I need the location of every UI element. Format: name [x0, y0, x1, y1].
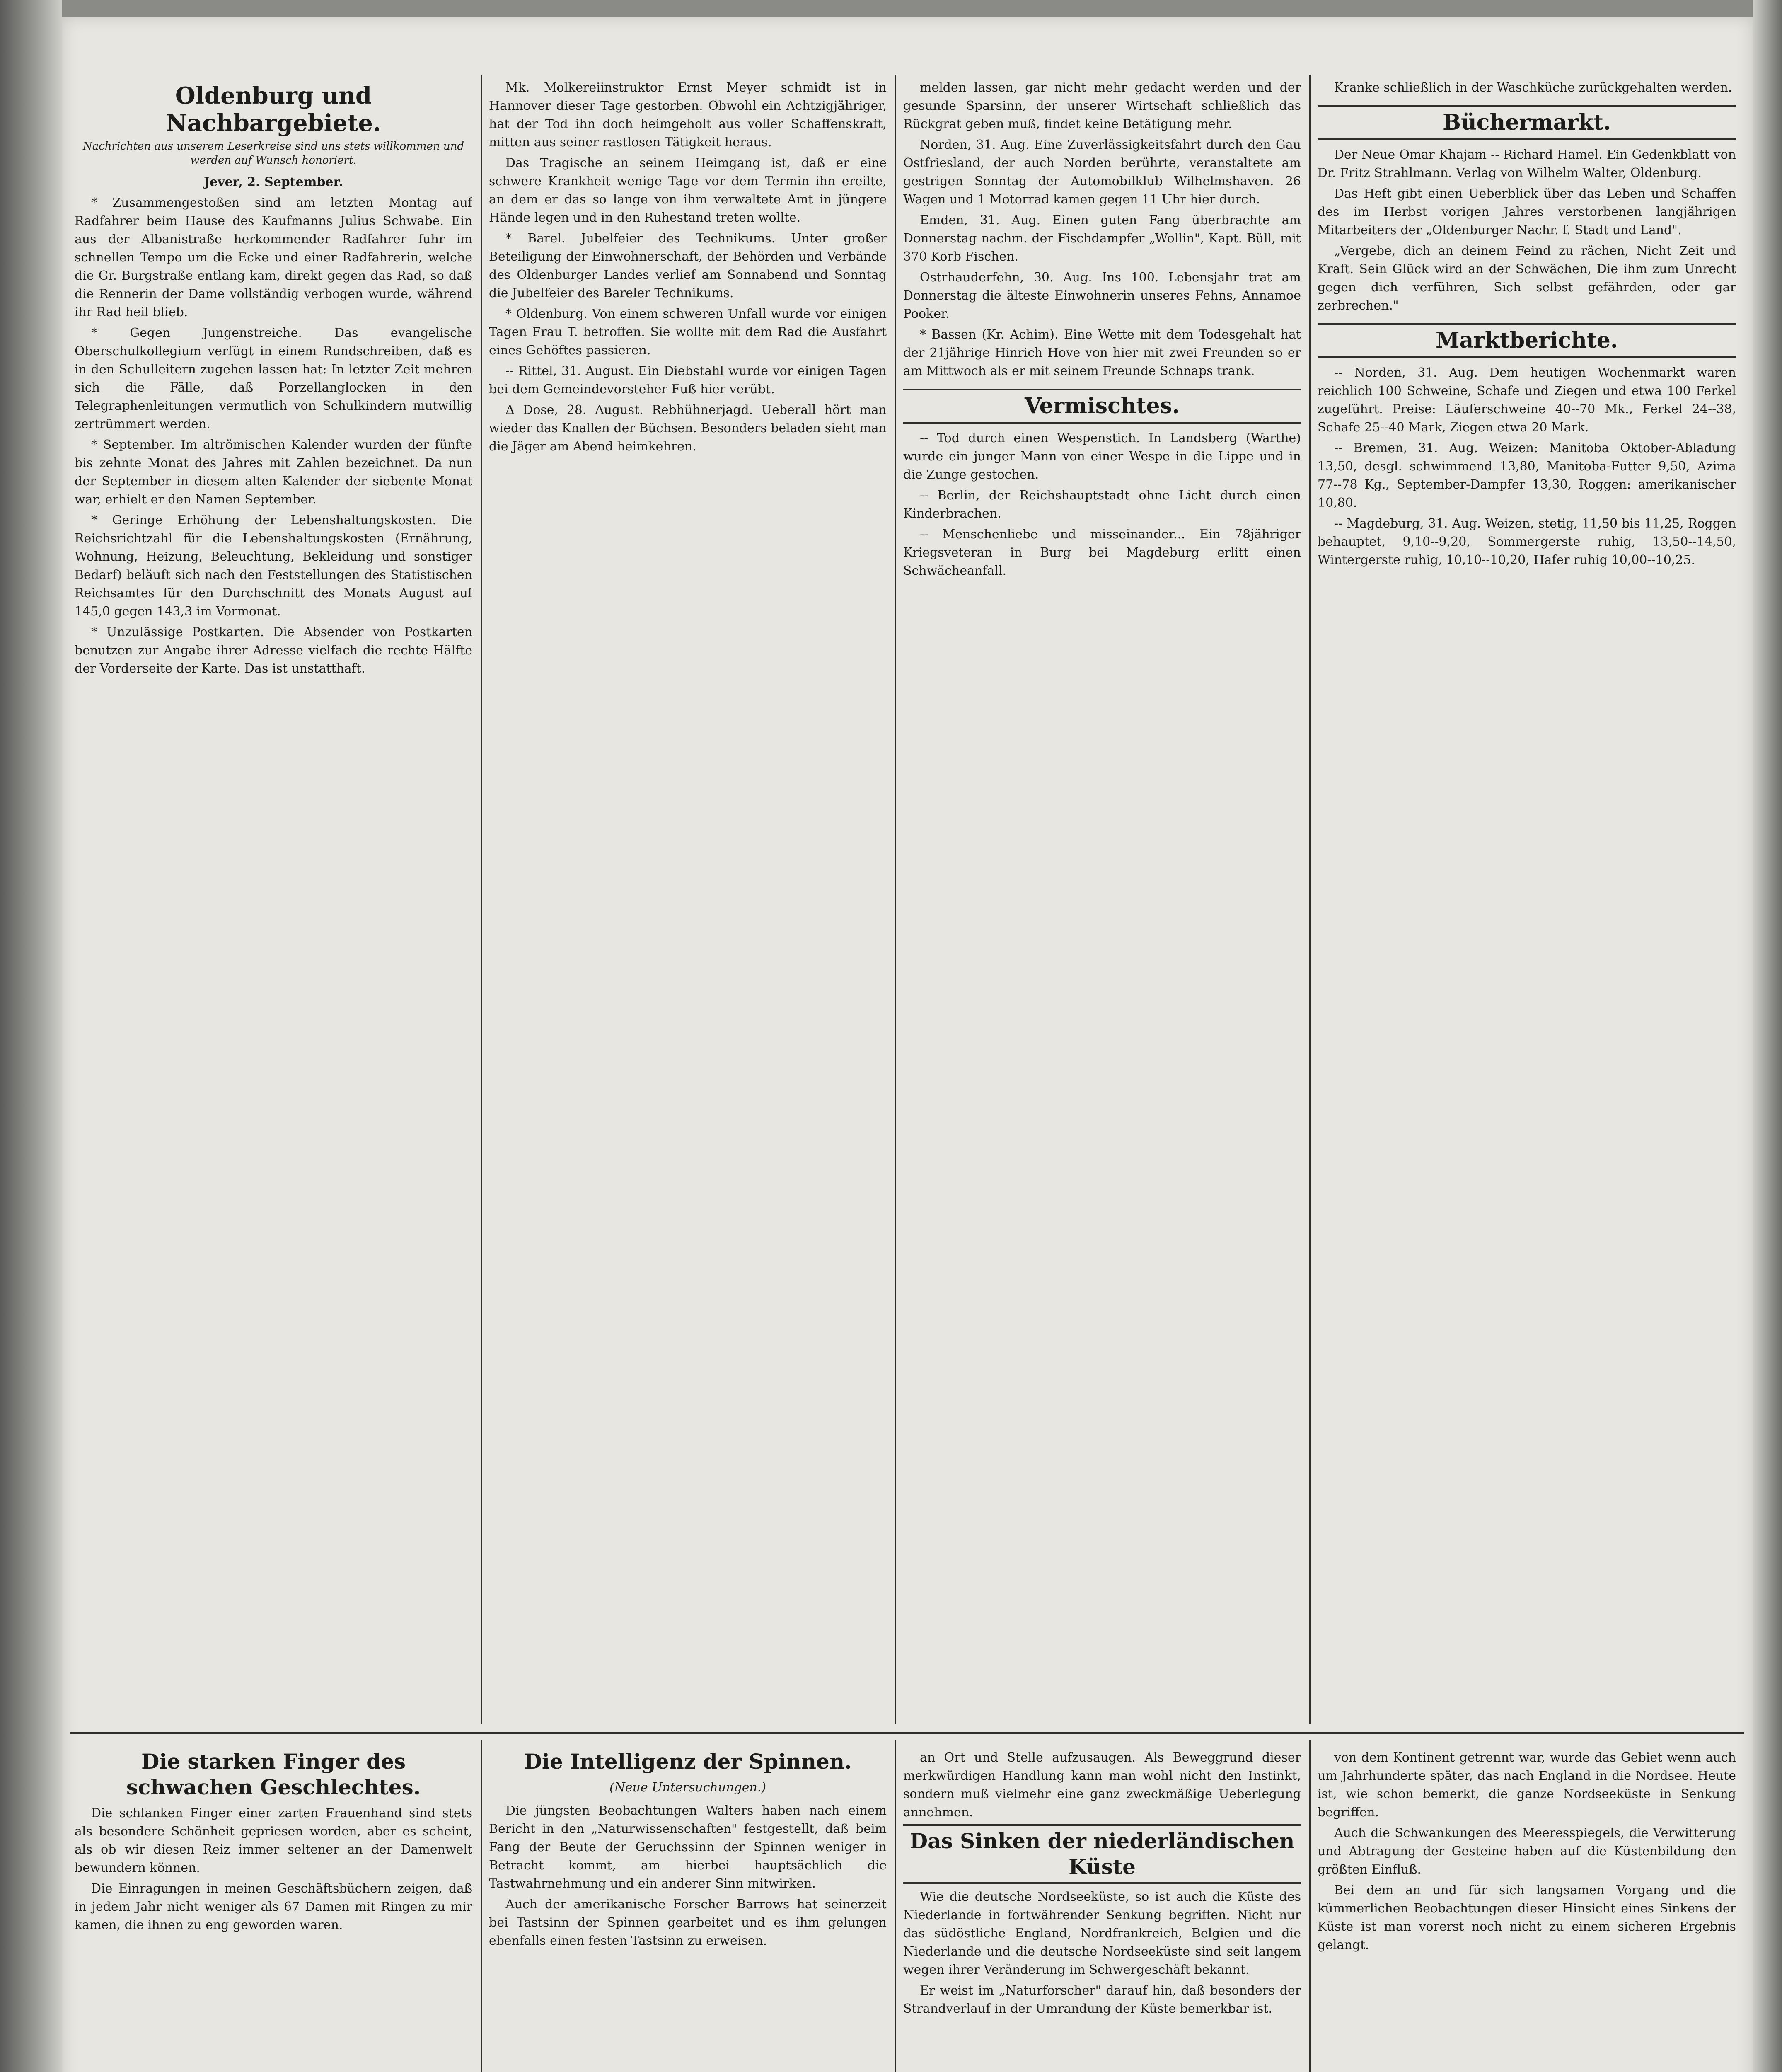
column-regional	[903, 79, 1301, 1724]
column-rule	[895, 1740, 896, 2072]
section-title-oldenburg: Oldenburg und Nachbargebiete.	[166, 82, 381, 137]
article-paragraph: * Barel. Jubelfeier des Technikums. Unter großer Beteiligung der Einwohnerschaft, der Behörden und Verbände des Oldenburger Landes verlief am Sonnabend und Sonntag die Jubelfeier des Bareler Technikums.	[489, 231, 887, 300]
section-title-vermischtes: Vermischtes.	[903, 389, 1301, 424]
article-paragraph: Bei dem an und für sich langsamen Vorgang und die kümmerlichen Beobachtungen dieser Hinsicht eines Sinkens der Küste ist man vorerst noch nicht zu einem sicheren Ergebnis gelangt.	[1318, 1883, 1736, 1952]
column-rule	[481, 75, 482, 1724]
article-paragraph: Die schlanken Finger einer zarten Frauenhand sind stets als besondere Schönheit gepriesen worden, aber es scheint, als ob wir diesen Reiz immer seltener an der Damenwelt bewundern können.	[75, 1806, 472, 1875]
page-edge	[1753, 0, 1782, 2072]
article-paragraph: Emden, 31. Aug. Einen guten Fang überbrachte am Donnerstag nachm. der Fischdampfer „Wollin", Kapt. Büll, mit 370 Korb Fischen.	[903, 213, 1301, 264]
article-paragraph: Δ Dose, 28. August. Rebhühnerjagd. Ueberall hört man wieder das Knallen der Büchsen. Besonders beladen sieht man die Jäger am Abend heimkehren.	[489, 403, 887, 454]
section-rule	[70, 1732, 1744, 1734]
article-paragraph: * Bassen (Kr. Achim). Eine Wette mit dem Todesgehalt hat der 21jährige Hinrich Hove von hier mit zwei Freunden so er am Mittwoch als er mit seinem Freunde Schnaps trank.	[903, 327, 1301, 378]
article-paragraph: Er weist im „Naturforscher" darauf hin, daß besonders der Strandverlauf in der Umrandung der Küste bemerkbar ist.	[903, 1983, 1301, 2016]
article-paragraph: Norden, 31. Aug. Eine Zuverlässigkeitsfahrt durch den Gau Ostfriesland, der auch Norden berührte, veranstaltete am gestrigen Sonntag der Automobilklub Wilhelmshaven. 26 Wagen und 1 Motorrad kamen gegen 11 Uhr hier durch.	[903, 138, 1301, 207]
newspaper-page	[62, 17, 1753, 2072]
article-paragraph: * Unzulässige Postkarten. Die Absender von Postkarten benutzen zur Angabe ihrer Adresse vielfach die rechte Hälfte der Vorderseite der Karte. Das ist unstatthaft.	[75, 625, 472, 676]
column-rule	[895, 75, 896, 1724]
article-paragraph: * Zusammengestoßen sind am letzten Montag auf Radfahrer beim Hause des Kaufmanns Julius Schwabe. Ein aus der Albanistraße herkommender Radfahrer fuhr im schnellen Tempo um die Ecke und einer Radfahrerin, welche die Gr. Burgstraße entlang kam, direkt gegen das Rad, so daß die Rennerin der Dame vollständig verbogen wurde, während ihr Rad heil blieb.	[75, 196, 472, 320]
article-paragraph: * Oldenburg. Von einem schweren Unfall wurde vor einigen Tagen Frau T. betroffen. Sie wollte mit dem Rad die Ausfahrt eines Gehöftes passieren.	[489, 307, 887, 358]
article-paragraph: Die jüngsten Beobachtungen Walters haben nach einem Bericht in den „Naturwissenschaften" festgestellt, daß beim Fang der Beute der Geruchssinn der Spinnen weniger in Betracht kommt, am hierbei hauptsächlich die Tastwahrnehmung und ein anderer Sinn mitwirken.	[489, 1803, 887, 1891]
book-spine	[0, 0, 62, 2072]
article-paragraph: -- Rittel, 31. August. Ein Diebstahl wurde vor einigen Tagen bei dem Gemeindevorsteher Fuß hier verübt.	[489, 364, 887, 397]
article-paragraph: Kranke schließlich in der Waschküche zurückgehalten werden.	[1334, 80, 1732, 95]
article-subtitle: (Neue Untersuchungen.)	[609, 1780, 766, 1795]
article-spinnen	[489, 1749, 887, 2072]
column-books-market	[1318, 79, 1736, 1724]
article-paragraph: Das Tragische an seinem Heimgang ist, daß er eine schwere Krankheit wenige Tage vor dem Termin ihn ereilte, an dem er das so lange von ihm verwaltete Amt in jüngere Hände legen und in den Ruhestand treten wollte.	[489, 156, 887, 225]
article-paragraph: Wie die deutsche Nordseeküste, so ist auch die Küste des Niederlande in fortwährender Senkung begriffen. Nicht nur das südöstliche England, Nordfrankreich, Belgien und die Niederlande und die deutsche Nordseeküste sind seit langem wegen ihrer Veränderung im Schwergeschäft bekannt.	[903, 1890, 1301, 1977]
article-sinken-kueste-cont	[1318, 1749, 1736, 2072]
article-paragraph: -- Magdeburg, 31. Aug. Weizen, stetig, 11,50 bis 11,25, Roggen behauptet, 9,10--9,20, Sommergerste ruhig, 13,50--14,50, Wintergerste ruhig, 10,10--10,20, Hafer ruhig 10,00--10,25.	[1318, 516, 1736, 567]
article-title: Das Sinken der niederländischen Küste	[903, 1824, 1301, 1884]
article-paragraph: -- Menschenliebe und misseinander... Ein 78jähriger Kriegsveteran in Burg bei Magdeburg erlitt einen Schwächeanfall.	[903, 527, 1301, 578]
article-title: Die Intelligenz der Spinnen.	[524, 1749, 852, 1774]
section-title-buechermarkt: Büchermarkt.	[1318, 105, 1736, 140]
article-paragraph: von dem Kontinent getrennt war, wurde das Gebiet wenn auch um Jahrhunderte später, das nach England in die Nordsee. Heute ist, wie schon bemerkt, die ganze Nordseeküste in Senkung begriffen.	[1318, 1750, 1736, 1820]
article-paragraph: * Gegen Jungenstreiche. Das evangelische Oberschulkollegium verfügt in einem Rundschreiben, daß es in den Schulleitern zugehen lassen hat: In letzter Zeit mehren sich die Fälle, daß Porzellanglocken in den Telegraphenleitungen vermutlich von Schulkindern mutwillig zertrümmert werden.	[75, 326, 472, 431]
article-starke-finger	[75, 1749, 472, 2072]
article-paragraph: Der Neue Omar Khajam -- Richard Hamel. Ein Gedenkblatt von Dr. Fritz Strahlmann. Verlag von Wilhelm Walter, Oldenburg.	[1318, 148, 1736, 180]
article-title: Die starken Finger des schwachen Geschlechtes.	[126, 1749, 421, 1799]
article-paragraph: * September. Im altrömischen Kalender wurden der fünfte bis zehnte Monat des Jahres mit Zahlen bezeichnet. Da nun der September in diesem alten Kalender der siebente Monat war, erhielt er den Namen September.	[75, 438, 472, 507]
article-paragraph: an Ort und Stelle aufzusaugen. Als Beweggrund dieser merkwürdigen Handlung kann man wohl nicht den Instinkt, sondern muß vielmehr eine ganz zweckmäßige Ueberlegung annehmen.	[903, 1750, 1301, 1820]
column-rule	[1309, 1740, 1311, 2072]
article-paragraph: -- Bremen, 31. Aug. Weizen: Manitoba Oktober-Abladung 13,50, desgl. schwimmend 13,80, Manitoba-Futter 9,50, Azima 77--78 Kg., September-Dampfer 13,30, Roggen: amerikanischer 10,80.	[1318, 441, 1736, 510]
column-rule	[481, 1740, 482, 2072]
article-paragraph: -- Tod durch einen Wespenstich. In Landsberg (Warthe) wurde ein junger Mann von einer Wespe in die Lippe und in die Zunge gestochen.	[903, 431, 1301, 482]
article-paragraph: Ostrhauderfehn, 30. Aug. Ins 100. Lebensjahr trat am Donnerstag die älteste Einwohnerin unseres Fehns, Annamoe Pooker.	[903, 270, 1301, 321]
article-paragraph: Das Heft gibt einen Ueberblick über das Leben und Schaffen des im Herbst vorigen Jahres verstorbenen langjährigen Mitarbeiters der „Oldenburger Nachr. f. Stadt und Land".	[1318, 186, 1736, 237]
article-paragraph: melden lassen, gar nicht mehr gedacht werden und der gesunde Sparsinn, der unserer Wirtschaft schließlich das Rückgrat geben muß, findet keine Betätigung mehr.	[903, 80, 1301, 131]
column-local-news	[489, 79, 887, 1724]
article-paragraph: Auch der amerikanische Forscher Barrows hat seinerzeit bei Tastsinn der Spinnen gearbeitet und es ihm gelungen ebenfalls einen festen Tastsinn zu erweisen.	[489, 1897, 887, 1948]
dateline: Jever, 2. September.	[203, 175, 343, 189]
article-paragraph: „Vergebe, dich an deinem Feind zu rächen, Nicht Zeit und Kraft. Sein Glück wird an der Schwächen, Die ihm zum Unrecht gegen dich verführen, Sich selbst gefährden, oder gar zerbrechen."	[1318, 244, 1736, 313]
article-paragraph: -- Norden, 31. Aug. Dem heutigen Wochenmarkt waren reichlich 100 Schweine, Schafe und Ziegen und etwa 100 Ferkel zugeführt. Preise: Läuferschweine 40--70 Mk., Ferkel 24--38, Schafe 25--40 Mark, Ziegen etwa 20 Mark.	[1318, 366, 1736, 435]
article-sinken-kueste	[903, 1749, 1301, 2072]
section-subtitle: Nachrichten aus unserem Leserkreise sind uns stets willkommen und werden auf Wunsch honoriert.	[82, 140, 464, 167]
article-paragraph: Mk. Molkereiinstruktor Ernst Meyer schmidt ist in Hannover dieser Tage gestorben. Obwohl ein Achtzigjähriger, hat der Tod ihn doch heimgeholt aus voller Schaffenskraft, mitten aus seiner rastlosen Tätigkeit heraus.	[489, 80, 887, 150]
column-rule	[1309, 75, 1311, 1724]
section-title-marktberichte: Marktberichte.	[1318, 323, 1736, 358]
article-paragraph: Die Einragungen in meinen Geschäftsbüchern zeigen, daß in jedem Jahr nicht weniger als 67 Damen mit Ringen zu mir kamen, die ihnen zu eng geworden waren.	[75, 1881, 472, 1932]
article-paragraph: * Geringe Erhöhung der Lebenshaltungskosten. Die Reichsrichtzahl für die Lebenshaltungskosten (Ernährung, Wohnung, Heizung, Beleuchtung, Bekleidung und sonstiger Bedarf) beläuft sich nach den Feststellungen des Statistischen Reichsamtes für den Durchschnitt des Monats August auf 145,0 gegen 143,3 im Vormonat.	[75, 513, 472, 619]
article-paragraph: -- Berlin, der Reichshauptstadt ohne Licht durch einen Kinderbrachen.	[903, 488, 1301, 521]
column-oldenburg	[75, 79, 472, 1724]
article-paragraph: Auch die Schwankungen des Meeresspiegels, die Verwitterung und Abtragung der Gesteine haben auf die Küstenbildung den größten Einfluß.	[1318, 1826, 1736, 1877]
